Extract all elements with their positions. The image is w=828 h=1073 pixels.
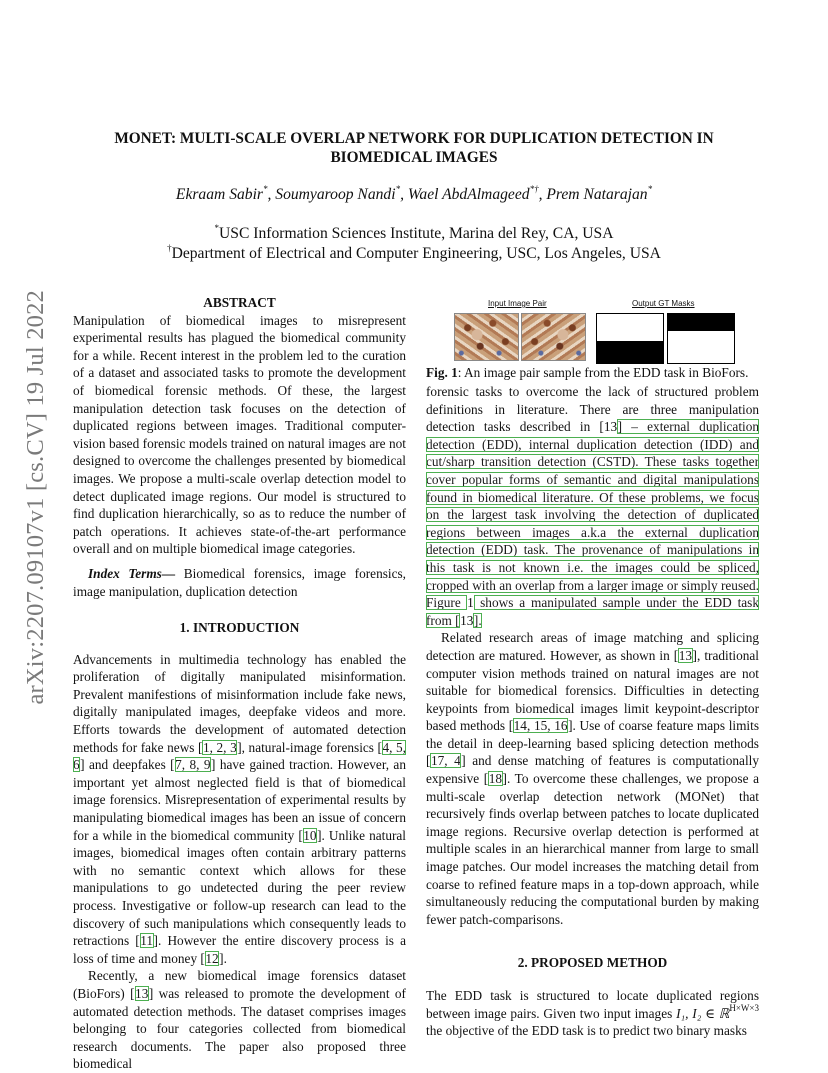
citation-link[interactable]: ] – external duplication detection (EDD), internal duplication detection (IDD) and cut/sharp transition detection (CSTD). These tasks together cover popular forms of semantic and digital manipulations found in biomedical literature. Of these problems, we focus on the largest task involving the detection of duplicated regions between images a.k.a the external duplication detection (EDD) task. The provenance of manipulations in this task is not known i.e. the images could be spliced, cropped with an overlap from a larger image or simply reused. Figure (426, 419, 760, 611)
intro-paragraph-3: Related research areas of image matching and splicing detection are matured. However, as shown in [13], traditional computer vision methods trained on natural images are not suitable for biomedical forensics. Difficulties in detecting keypoints from biomedical images limit keypoint-descriptor based methods [14, 15, 16]. Use of coarse feature maps limits the detail in deep-learning based splicing detection methods [17, 4] and dense matching of features is computationally expensive [18]. To overcome these challenges, we propose a multi-scale overlap detection network (MONet) that recursively finds overlap between patches to locate duplicated image regions. Recursive overlap detection is performed at multiple scales in an hierarchical manner from large to small image patches. Our model increases the matching detail from coarse to refined feature maps in a top-down approach, while simultaneously reducing the computational burden by making fewer patch-comparisons. (426, 630, 760, 927)
right-column (426, 383, 759, 1040)
paper-title (70, 129, 758, 167)
intro-heading: 1. INTRODUCTION (179, 620, 300, 636)
citation-link[interactable]: 18 (488, 771, 503, 787)
citation-link[interactable]: 13 (135, 985, 149, 1001)
citation-link[interactable]: 11 (140, 933, 154, 949)
title-line-2: BIOMEDICAL IMAGES (330, 149, 498, 166)
figure-caption (426, 365, 759, 381)
affiliation-2 (70, 242, 758, 263)
abstract-text: Manipulation of biomedical images to misrepresent experimental results has plagued the biomedical community for a while. Recent interest in the problem led to the curation of a dataset and associated tasks to promote the development of biomedical forensic methods. Of these, the largest manipulation detection task focuses on the detection of duplicated regions between images. Traditional computer-vision based forensic models trained on natural images are not designed to overcome the challenges presented by biomedical images. We propose a multi-scale overlap detection model to detect duplicated image regions. Our model is structured to find duplication hierarchically, so as to reduce the number of patch operations. It achieves state-of-the-art performance overall and on multiple biomedical image categories. (73, 312, 406, 557)
title-line-1: MONET: MULTI-SCALE OVERLAP NETWORK FOR DUPLICATION DETECTION IN (114, 130, 714, 147)
index-terms-label: Index Terms— (88, 565, 176, 581)
citation-link[interactable]: 4, 5, 6 (73, 739, 406, 773)
output-mask-left (596, 313, 664, 364)
citation-link[interactable]: 13 (678, 647, 693, 663)
citation-link[interactable]: 17, 4 (430, 753, 461, 769)
method-paragraph: The EDD task is structured to locate duplicated regions between image pairs. Given two input images I₁, I₂ ∈ ℝ$^{H\times W\times 3}$ the objective of the EDD task is to predict two binary masks (426, 988, 759, 1039)
citation-link[interactable]: ]. (473, 612, 482, 628)
output-mask-right (667, 313, 735, 364)
figure-1 (426, 299, 759, 381)
math-superscript: H×W×3 (729, 1003, 759, 1014)
citation-link[interactable]: 1, 2, 3 (202, 739, 237, 755)
author-name: Soumyaroop Nandi (275, 186, 396, 203)
affiliation-mark: * (214, 222, 220, 233)
index-terms-text: Biomedical forensics, image forensics, image manipulation, duplication detection (73, 565, 407, 599)
affiliation-1 (70, 222, 758, 243)
author-mark: * (395, 183, 401, 194)
author-name: Prem Natarajan (546, 186, 648, 203)
math-expression: I₁, I₂ ∈ ℝ (676, 1005, 730, 1021)
index-terms (73, 565, 406, 600)
author-mark: *† (529, 183, 539, 194)
arxiv-identifier: arXiv:2207.09107v1 [cs.CV] 19 Jul 2022 (22, 290, 49, 705)
input-image-left (454, 313, 519, 361)
affiliation-mark: † (167, 242, 172, 253)
intro-paragraph-2-start: Recently, a new biomedical image forensics dataset (BioFors) [13] was released to promote the development of automated detection methods. The dataset comprises images belonging to four categories collected from biomedical research documents. The paper also proposed three biomedical (73, 968, 406, 1072)
author-mark: * (262, 183, 268, 194)
abstract-heading: ABSTRACT (203, 295, 276, 310)
citation-link[interactable]: 12 (205, 950, 219, 966)
author-list: Ekraam Sabir*, Soumyaroop Nandi*, Wael AbdAlmageed*†, Prem Natarajan* (175, 183, 653, 203)
figure-reference-link[interactable]: shows a manipulated sample under the EDD task from [ (426, 595, 759, 628)
affiliation-text: Department of Electrical and Computer Engineering, USC, Los Angeles, USA (171, 245, 661, 262)
author-name: Ekraam Sabir (175, 186, 263, 203)
figure-caption-text: : An image pair sample from the EDD task in BioFors. (457, 365, 749, 380)
citation-link[interactable]: 7, 8, 9 (175, 757, 211, 773)
intro-paragraph-1: Advancements in multimedia technology has enabled the proliferation of digitally manipulated misinformation. Prevalent manifestions of misinformation include fake news, digitally manipulated images, deepfake videos and more. Efforts towards the development of automated detection methods for fake news [1, 2, 3], natural-image forensics [4, 5, 6] and deepfakes [7, 8, 9] have gained traction. However, an important yet almost neglected field is that of biomedical image forensics. Misrepresentation of experimental results by manipulating biomedical images has been an issue of concern for a while in the biomedical community [10]. Unlike natural images, biomedical images often contain arbitrary patterns with no semantic context which allows for these manipulations to go undetected during the peer review process. Investigative or follow-up research can lead to the discovery of such manipulations which consequently leads to retractions [11]. However the entire discovery process is a loss of time and money [12]. (73, 651, 406, 966)
citation-link[interactable]: 14, 15, 16 (513, 718, 568, 734)
intro-paragraph-2-cont: forensic tasks to overcome the lack of structured problem definitions in literature. There are three manipulation detection tasks described in [13] – external duplication detection (EDD), internal duplication detection (IDD) and cut/sharp transition detection (CSTD). These tasks together cover popular forms of semantic and digital manipulations found in biomedical literature. Of these problems, we focus on the largest task involving the detection of duplicated regions between images a.k.a the external duplication detection (EDD) task. The provenance of manipulations in this task is not known i.e. the images could be spliced, cropped with an overlap from a larger image or simply reused. Figure 1 shows a manipulated sample under the EDD task from [13]. (426, 384, 760, 628)
left-column (73, 294, 406, 1073)
method-heading: 2. PROPOSED METHOD (517, 955, 668, 971)
author-mark: * (647, 183, 653, 194)
figure-label-input: Input Image Pair (488, 299, 547, 308)
citation-link[interactable]: 10 (303, 827, 317, 843)
input-image-right (521, 313, 586, 361)
figure-label-output: Output GT Masks (632, 299, 695, 308)
affiliation-text: USC Information Sciences Institute, Marina del Rey, CA, USA (219, 225, 614, 242)
figure-caption-label: Fig. 1 (426, 365, 458, 380)
author-name: Wael AbdAlmageed (407, 186, 530, 203)
